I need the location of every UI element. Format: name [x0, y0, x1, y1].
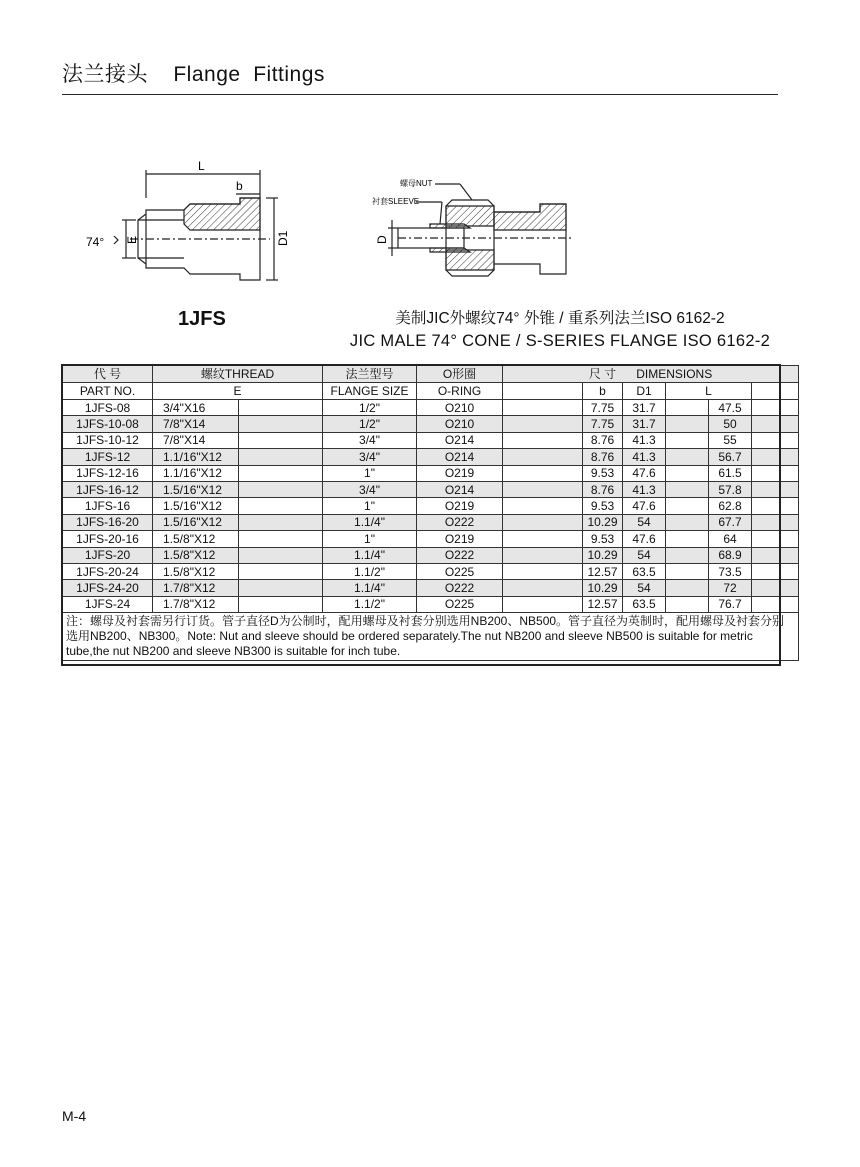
- cell-d1: 47.6: [623, 465, 666, 481]
- cell-blank: [503, 531, 583, 547]
- cell-d1: 54: [623, 580, 666, 596]
- cell-blank: [666, 481, 709, 497]
- cell-thread-blank: [239, 432, 323, 448]
- nut-label: 螺母NUT: [400, 179, 433, 188]
- model-code: 1JFS: [178, 308, 226, 330]
- cell-d1: 63.5: [623, 596, 666, 612]
- cell-l: 67.7: [709, 514, 752, 530]
- cell-blank: [666, 514, 709, 530]
- table-header-row-2: [63, 383, 799, 400]
- cell-flange-size: 1": [323, 465, 417, 481]
- cell-thread: 1.7/8"X12: [153, 596, 239, 612]
- cell-d1: 31.7: [623, 400, 666, 416]
- cell-d1: 47.6: [623, 498, 666, 514]
- cell-blank: [752, 416, 799, 432]
- cell-flange-size: 1/2": [323, 400, 417, 416]
- table-row: [63, 514, 799, 530]
- cell-part-no: 1JFS-10-12: [63, 432, 153, 448]
- cell-thread: 7/8"X14: [153, 432, 239, 448]
- note-row: [63, 613, 799, 661]
- header-dimensions: [503, 366, 799, 383]
- cell-thread-blank: [239, 416, 323, 432]
- cell-blank: [503, 580, 583, 596]
- header-end: [752, 383, 799, 400]
- cell-thread-blank: [239, 449, 323, 465]
- header-part-no: PART NO.: [63, 383, 153, 400]
- cell-thread: 1.5/16"X12: [153, 481, 239, 497]
- cell-blank: [666, 432, 709, 448]
- header-l: L: [666, 383, 752, 400]
- cell-flange-size: 1.1/4": [323, 514, 417, 530]
- cell-b: 9.53: [583, 531, 623, 547]
- cell-blank: [666, 596, 709, 612]
- cell-thread-blank: [239, 563, 323, 579]
- table-row: [63, 465, 799, 481]
- header-b: b: [583, 383, 623, 400]
- cell-flange-size: 1/2": [323, 416, 417, 432]
- cell-blank: [503, 514, 583, 530]
- table-header-row-1: [63, 366, 799, 383]
- page-title: 法兰接头 Flange Fittings: [62, 63, 325, 86]
- cell-part-no: 1JFS-20-24: [63, 563, 153, 579]
- cell-b: 7.75: [583, 416, 623, 432]
- cell-d1: 54: [623, 547, 666, 563]
- header-oring: O-RING: [417, 383, 503, 400]
- cell-flange-size: 1.1/2": [323, 596, 417, 612]
- cell-thread-blank: [239, 514, 323, 530]
- table-row: [63, 498, 799, 514]
- table-row: [63, 531, 799, 547]
- cell-blank: [503, 449, 583, 465]
- cell-oring: O210: [417, 416, 503, 432]
- cell-oring: O222: [417, 580, 503, 596]
- cell-blank: [752, 514, 799, 530]
- cell-d1: 63.5: [623, 563, 666, 579]
- description-chinese: 美制JIC外螺纹74° 外锥 / 重系列法兰ISO 6162-2: [395, 310, 725, 327]
- cell-thread-blank: [239, 498, 323, 514]
- side-view-drawing: [114, 170, 278, 280]
- header-flange-size: FLANGE SIZE: [323, 383, 417, 400]
- header-code-cn: 代 号: [63, 366, 153, 383]
- cell-thread: 1.5/8"X12: [153, 531, 239, 547]
- description-english: JIC MALE 74° CONE / S-SERIES FLANGE ISO 6162-2: [349, 332, 771, 350]
- dim-label-L: L: [198, 159, 205, 173]
- cell-thread-blank: [239, 580, 323, 596]
- cell-l: 73.5: [709, 563, 752, 579]
- cell-oring: O219: [417, 531, 503, 547]
- cell-d1: 31.7: [623, 416, 666, 432]
- header-d1: D1: [623, 383, 666, 400]
- cell-blank: [752, 449, 799, 465]
- cell-l: 56.7: [709, 449, 752, 465]
- table-row: [63, 547, 799, 563]
- cell-part-no: 1JFS-20: [63, 547, 153, 563]
- cell-thread: 1.1/16"X12: [153, 465, 239, 481]
- table-row: [63, 432, 799, 448]
- cell-oring: O214: [417, 481, 503, 497]
- page-number: M-4: [62, 1108, 87, 1124]
- cell-oring: O214: [417, 449, 503, 465]
- cell-b: 9.53: [583, 465, 623, 481]
- table-row: [63, 596, 799, 612]
- cell-blank: [503, 596, 583, 612]
- cell-blank: [666, 531, 709, 547]
- cell-l: 76.7: [709, 596, 752, 612]
- cell-oring: O225: [417, 563, 503, 579]
- cell-blank: [752, 465, 799, 481]
- cell-b: 10.29: [583, 547, 623, 563]
- cell-blank: [666, 498, 709, 514]
- cell-d1: 41.3: [623, 432, 666, 448]
- cell-thread: 1.5/8"X12: [153, 547, 239, 563]
- cell-oring: O225: [417, 596, 503, 612]
- cell-l: 47.5: [709, 400, 752, 416]
- cell-blank: [503, 563, 583, 579]
- cell-l: 68.9: [709, 547, 752, 563]
- cell-thread: 1.7/8"X12: [153, 580, 239, 596]
- cell-d1: 54: [623, 514, 666, 530]
- cell-oring: O219: [417, 465, 503, 481]
- cell-d1: 41.3: [623, 481, 666, 497]
- cell-part-no: 1JFS-24: [63, 596, 153, 612]
- cell-flange-size: 1": [323, 531, 417, 547]
- cell-blank: [752, 563, 799, 579]
- dim-label-E: E: [125, 235, 139, 244]
- cell-thread-blank: [239, 465, 323, 481]
- cell-blank: [752, 547, 799, 563]
- cell-blank: [503, 547, 583, 563]
- cell-blank: [666, 449, 709, 465]
- cell-part-no: 1JFS-24-20: [63, 580, 153, 596]
- table-row: [63, 481, 799, 497]
- page-header: [62, 56, 778, 95]
- cell-b: 7.75: [583, 400, 623, 416]
- cell-blank: [752, 531, 799, 547]
- cell-flange-size: 1": [323, 498, 417, 514]
- cell-part-no: 1JFS-20-16: [63, 531, 153, 547]
- cell-flange-size: 3/4": [323, 432, 417, 448]
- cell-thread: 1.5/8"X12: [153, 563, 239, 579]
- header-thread: 螺纹THREAD: [153, 366, 323, 383]
- dim-label-b: b: [236, 179, 243, 193]
- cell-flange-size: 1.1/4": [323, 580, 417, 596]
- cell-thread-blank: [239, 531, 323, 547]
- cell-b: 12.57: [583, 563, 623, 579]
- cell-blank: [752, 498, 799, 514]
- cell-thread-blank: [239, 481, 323, 497]
- cell-blank: [666, 580, 709, 596]
- cell-oring: O222: [417, 547, 503, 563]
- cell-blank: [503, 465, 583, 481]
- cell-part-no: 1JFS-12-16: [63, 465, 153, 481]
- cell-blank: [666, 400, 709, 416]
- cell-blank: [666, 416, 709, 432]
- cell-blank: [666, 563, 709, 579]
- header-thread-e: E: [153, 383, 323, 400]
- header-oring-cn: O形圈: [417, 366, 503, 383]
- cell-l: 72: [709, 580, 752, 596]
- cell-oring: O210: [417, 400, 503, 416]
- table-row: [63, 400, 799, 416]
- header-flange-cn: 法兰型号: [323, 366, 417, 383]
- table-row: [63, 563, 799, 579]
- cell-thread: 3/4"X16: [153, 400, 239, 416]
- cell-oring: O222: [417, 514, 503, 530]
- cell-part-no: 1JFS-16: [63, 498, 153, 514]
- fitting-drawings: [80, 158, 640, 298]
- cell-b: 8.76: [583, 449, 623, 465]
- header-dim-en: DIMENSIONS: [636, 367, 713, 381]
- cell-b: 12.57: [583, 596, 623, 612]
- cell-thread-blank: [239, 400, 323, 416]
- table-row: [63, 449, 799, 465]
- cell-l: 64: [709, 531, 752, 547]
- dim-label-D: D: [375, 235, 389, 244]
- table-note: 注：螺母及衬套需另行订货。管子直径D为公制时，配用螺母及衬套分别选用NB200、NB500。管子直径为英制时，配用螺母及衬套分别选用NB200、NB300。Note: Nut and sleeve should be ordered separately.The nut NB200 and sleeve NB500 is suitable for metric tube,the nut NB200 and sleeve NB300 is suitable for inch tube.: [63, 613, 799, 661]
- cell-part-no: 1JFS-10-08: [63, 416, 153, 432]
- specification-table: [62, 365, 799, 661]
- cell-l: 62.8: [709, 498, 752, 514]
- cell-blank: [666, 465, 709, 481]
- cell-thread: 1.5/16"X12: [153, 514, 239, 530]
- cell-l: 55: [709, 432, 752, 448]
- cell-thread: 7/8"X14: [153, 416, 239, 432]
- cell-b: 8.76: [583, 481, 623, 497]
- header-dim-cn: 尺 寸: [588, 367, 617, 381]
- cell-b: 9.53: [583, 498, 623, 514]
- cell-flange-size: 1.1/2": [323, 563, 417, 579]
- table-row: [63, 416, 799, 432]
- cell-b: 8.76: [583, 432, 623, 448]
- cell-blank: [752, 400, 799, 416]
- angle-label: 74°: [86, 235, 105, 249]
- cell-thread-blank: [239, 596, 323, 612]
- cell-part-no: 1JFS-12: [63, 449, 153, 465]
- cell-part-no: 1JFS-16-12: [63, 481, 153, 497]
- cell-blank: [666, 547, 709, 563]
- cell-blank: [752, 596, 799, 612]
- cell-flange-size: 3/4": [323, 481, 417, 497]
- cell-flange-size: 3/4": [323, 449, 417, 465]
- sleeve-label: 衬套SLEEVE: [372, 197, 420, 206]
- cell-part-no: 1JFS-16-20: [63, 514, 153, 530]
- cell-part-no: 1JFS-08: [63, 400, 153, 416]
- cell-blank: [503, 498, 583, 514]
- cell-thread: 1.1/16"X12: [153, 449, 239, 465]
- dim-label-D1: D1: [276, 230, 290, 246]
- cell-thread-blank: [239, 547, 323, 563]
- product-description: [340, 308, 780, 352]
- cell-oring: O214: [417, 432, 503, 448]
- header-spacer: [503, 383, 583, 400]
- cell-blank: [752, 580, 799, 596]
- cell-blank: [752, 481, 799, 497]
- cell-l: 50: [709, 416, 752, 432]
- cell-thread: 1.5/16"X12: [153, 498, 239, 514]
- cell-blank: [752, 432, 799, 448]
- cell-d1: 47.6: [623, 531, 666, 547]
- cell-blank: [503, 416, 583, 432]
- cell-flange-size: 1.1/4": [323, 547, 417, 563]
- cell-blank: [503, 481, 583, 497]
- cell-d1: 41.3: [623, 449, 666, 465]
- cell-blank: [503, 400, 583, 416]
- cell-b: 10.29: [583, 580, 623, 596]
- cell-oring: O219: [417, 498, 503, 514]
- cell-l: 57.8: [709, 481, 752, 497]
- table-row: [63, 580, 799, 596]
- cell-b: 10.29: [583, 514, 623, 530]
- cell-l: 61.5: [709, 465, 752, 481]
- cell-blank: [503, 432, 583, 448]
